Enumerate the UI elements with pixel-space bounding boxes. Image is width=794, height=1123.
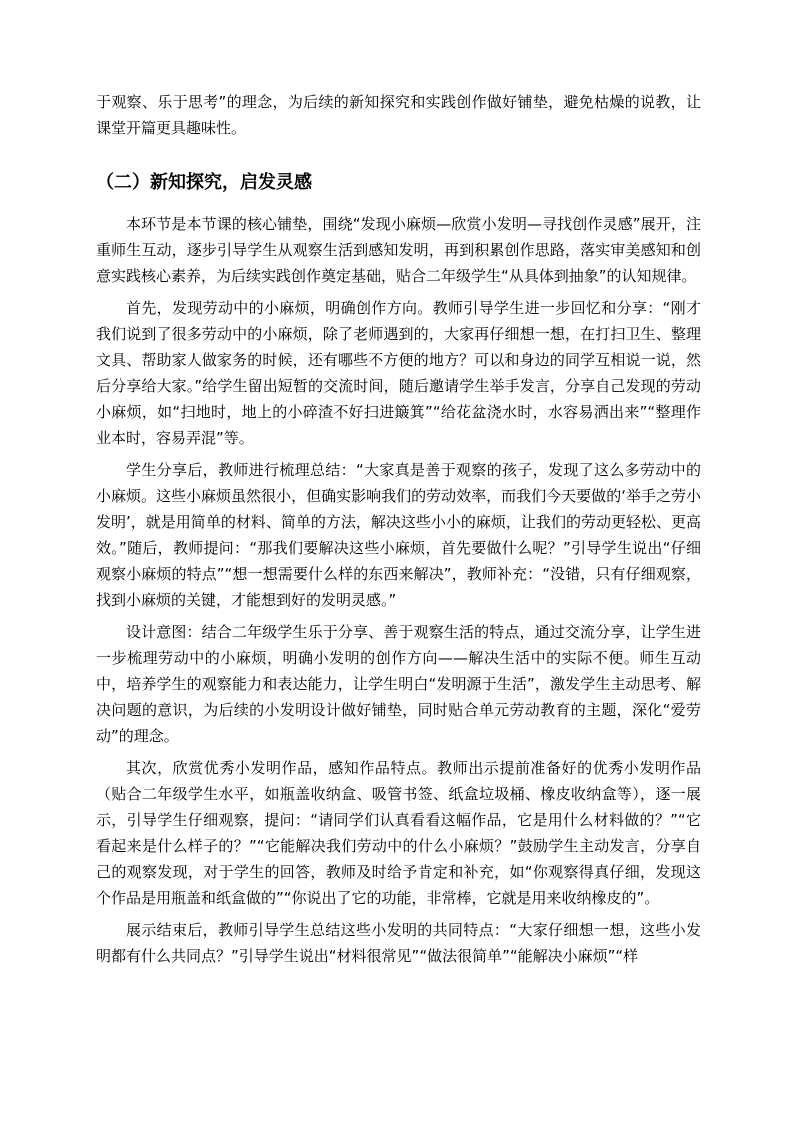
body-paragraph-5: 其次，欣赏优秀小发明作品，感知作品特点。教师出示提前准备好的优秀小发明作品（贴合二年级学生水平，如瓶盖收纳盒、吸管书签、纸盒垃圾桶、橡皮收纳盒等），逐一展示，引导学生仔细观察，提问：“请同学们认真看看这幅作品，它是用什么材料做的？”“它看起来是什么样子的？”“它能解决我们劳动中的什么小麻烦？”鼓励学生主动发言，分享自己的观察发现，对于学生的回答，教师及时给予肯定和补充，如“你观察得真仔细，发现这个作品是用瓶盖和纸盒做的”“你说出了它的功能，非常棒，它就是用来收纳橡皮的”。 [96, 759, 701, 907]
body-paragraph-3: 学生分享后，教师进行梳理总结：“大家真是善于观察的孩子，发现了这么多劳动中的小麻烦。这些小麻烦虽然很小，但确实影响我们的劳动效率，而我们今天要做的‘举手之劳小发明’，就是用简单的材料、简单的方法，解决这些小小的麻烦，让我们的劳动更轻松、更高效。”随后，教师提问：“那我们要解决这些小麻烦，首先要做什么呢？”引导学生说出“仔细观察小麻烦的特点”“想一想需要什么样的东西来解决”，教师补充：“没错，只有仔细观察，找到小麻烦的关键，才能想到好的发明灵感。” [96, 461, 701, 609]
body-paragraph-1: 本环节是本节课的核心铺垫，围绕“发现小麻烦—欣赏小发明—寻找创作灵感”展开，注重师生互动，逐步引导学生从观察生活到感知发明，再到积累创作思路，落实审美感知和创意实践核心素养，为后续实践创作奠定基础，贴合二年级学生“从具体到抽象”的认知规律。 [96, 215, 701, 285]
section-heading: （二）新知探究，启发灵感 [96, 172, 312, 193]
body-paragraph-4: 设计意图：结合二年级学生乐于分享、善于观察生活的特点，通过交流分享，让学生进一步梳理劳动中的小麻烦，明确小发明的创作方向——解决生活中的实际不便。师生互动中，培养学生的观察能力和表达能力，让学生明白“发明源于生活”，激发学生主动思考、解决问题的意识，为后续的小发明设计做好铺垫，同时贴合单元劳动教育的主题，深化“爱劳动”的理念。 [96, 623, 701, 745]
body-paragraph-2: 首先，发现劳动中的小麻烦，明确创作方向。教师引导学生进一步回忆和分享：“刚才我们说到了很多劳动中的小麻烦，除了老师遇到的，大家再仔细想一想，在打扫卫生、整理文具、帮助家人做家务的时候，还有哪些不方便的地方？可以和身边的同学互相说一说，然后分享给大家。”给学生留出短暂的交流时间，随后邀请学生举手发言，分享自己发现的劳动小麻烦，如“扫地时，地上的小碎渣不好扫进簸箕”“给花盆浇水时，水容易洒出来”“整理作业本时，容易弄混”等。 [96, 299, 701, 447]
body-paragraph-6: 展示结束后，教师引导学生总结这些小发明的共同特点：“大家仔细想一想，这些小发明都有什么共同点？”引导学生说出“材料很常见”“做法很简单”“能解决小麻烦”“样 [96, 921, 701, 965]
intro-paragraph: 于观察、乐于思考”的理念，为后续的新知探究和实践创作做好铺垫，避免枯燥的说教，让课堂开篇更具趣味性。 [96, 93, 701, 137]
document-body [96, 89, 701, 969]
